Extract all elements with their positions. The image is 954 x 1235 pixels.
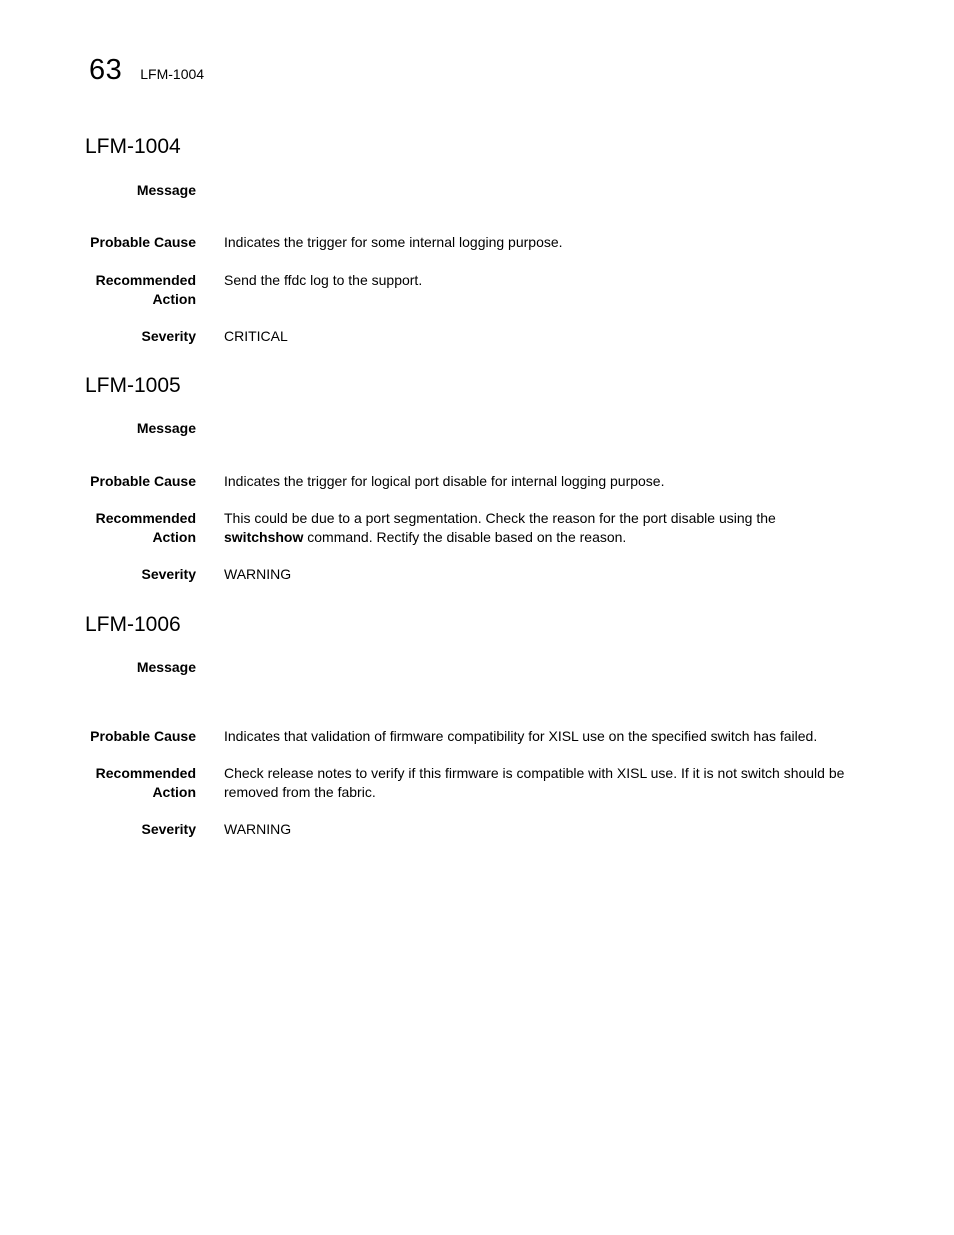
probable-cause-value: Indicates the trigger for some internal logging purpose.	[224, 234, 563, 250]
severity-label: Severity	[141, 328, 196, 344]
running-title: LFM-1004	[140, 66, 205, 82]
message-label: Message	[136, 420, 196, 436]
message-label: Message	[136, 659, 196, 675]
probable-cause-label: Probable Cause	[90, 473, 196, 489]
probable-cause-value: Indicates that validation of firmware compatibility for XISL use on the specified switch has failed.	[224, 728, 818, 744]
section-title: LFM-1005	[85, 374, 181, 397]
action-label-line: Action	[152, 529, 196, 545]
severity-label: Severity	[141, 566, 196, 582]
recommended-label-line: Recommended	[95, 510, 196, 526]
recommended-label-line: Recommended	[95, 272, 196, 288]
section-title: LFM-1006	[85, 613, 181, 636]
recommended-action-value: Check release notes to verify if this firmware is compatible with XISL use. If it is not switch should be removed from the fabric.	[224, 765, 845, 800]
recommended-action-label	[66, 271, 196, 309]
recommended-action-text-pre: This could be due to a port segmentation. Check the reason for the port disable using the	[224, 510, 776, 526]
action-label-line: Action	[152, 784, 196, 800]
recommended-action-value: Send the ffdc log to the support.	[224, 272, 423, 288]
recommended-action-value	[224, 509, 864, 547]
action-label-line: Action	[152, 291, 196, 307]
probable-cause-label: Probable Cause	[90, 728, 196, 744]
page-header	[89, 52, 204, 88]
recommended-label-line: Recommended	[95, 765, 196, 781]
recommended-action-label	[66, 764, 196, 802]
severity-label: Severity	[141, 821, 196, 837]
probable-cause-label: Probable Cause	[90, 234, 196, 250]
probable-cause-value: Indicates the trigger for logical port disable for internal logging purpose.	[224, 473, 665, 489]
severity-value: CRITICAL	[224, 328, 288, 344]
severity-value: WARNING	[224, 821, 292, 837]
recommended-action-text-post: command. Rectify the disable based on the reason.	[303, 529, 627, 545]
command-name: switchshow	[224, 529, 304, 545]
recommended-action-label	[66, 509, 196, 547]
section-title: LFM-1004	[85, 135, 181, 158]
chapter-number: 63	[89, 54, 123, 86]
message-label: Message	[136, 182, 196, 198]
severity-value: WARNING	[224, 566, 292, 582]
